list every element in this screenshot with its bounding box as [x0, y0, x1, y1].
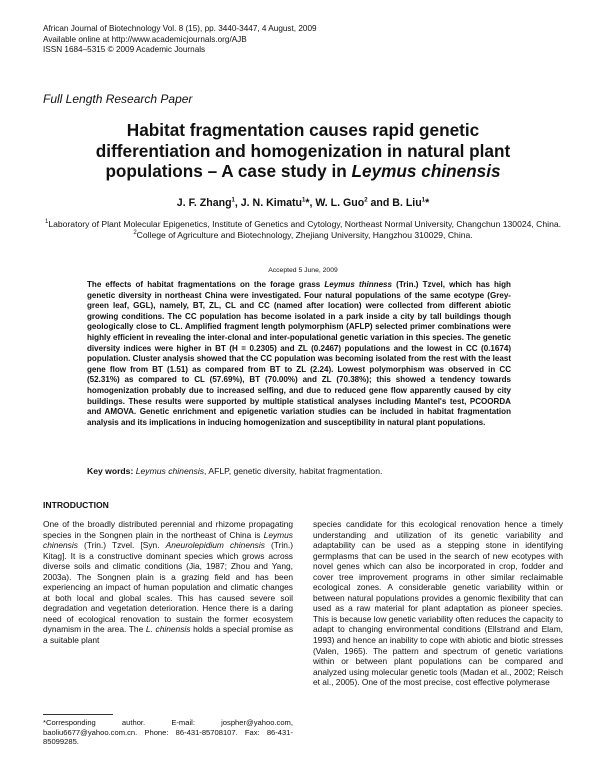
author-list — [43, 197, 563, 209]
affiliation-1-text: Laboratory of Plant Molecular Epigenetics, Institute of Genetics and Cytology, Northeast Normal University, Changchun 130024, China. — [48, 219, 562, 229]
abstract-text-1: The effects of habitat fragmentations on the forage grass — [87, 280, 325, 289]
intro-text-4: holds a special promise as a suitable plant — [43, 624, 294, 646]
author-3: W. L. Guo — [315, 197, 365, 209]
affiliation-2 — [43, 230, 563, 241]
journal-issn: ISSN 1684–5315 © 2009 Academic Journals — [43, 45, 206, 55]
intro-right-column — [313, 519, 563, 688]
abstract — [87, 280, 511, 428]
intro-text-1: One of the broadly distributed perennial and rhizome propagating species in the Songnen plain in the northeast of China is — [43, 519, 293, 540]
title-line-3-text: populations – A case study in — [105, 161, 352, 182]
paper-type: Full Length Research Paper — [43, 92, 193, 106]
author-separator: , — [234, 197, 241, 209]
author-2-mark: * — [305, 197, 310, 209]
corresponding-author-footnote: *Corresponding author. E-mail: jospher@yahoo.com, baoliu6677@yahoo.com.cn. Phone: 86-431-85708107. Fax: 86-431-85099285. — [43, 718, 293, 747]
abstract-species: Leymus thinness — [324, 280, 393, 289]
author-separator: and — [367, 197, 393, 209]
intro-paragraph-continued: species candidate for this ecological renovation hence a timely understanding and utilization of its genetic variability and adaptability can be used as a stepping stone in identifying germplasms that can be used in the search of new ecotypes with novel genes which can also be incorporated in crop, fodder and cover tree improvement programs in other similar reclaimable ecological zones. A considerable genetic variability within or between natural populations provides a genomic flexibility that can used as a raw material for plant adaptation as pioneer species. This is because low genetic variability often reduces the capacity to adapt to changing environmental conditions (Ellstrand and Elam, 1993) and hence an inability to cope with abiotic and biotic stresses (Valen, 1965). The pattern and spectrum of genetic variations within or between plant populations can be compared and analyzed using molecular genetic tools (Madan et al., 2002; Reisch et al., 2005). One of the most precise, cost effective polymerase — [313, 519, 564, 688]
keywords-label: Key words: — [87, 466, 134, 476]
intro-left-column — [43, 519, 293, 646]
intro-paragraph — [43, 519, 293, 646]
footnote-divider — [43, 714, 113, 715]
title-line-3 — [43, 161, 563, 182]
title-species: Leymus chinensis — [351, 161, 501, 182]
author-4-mark: * — [425, 197, 430, 209]
intro-species-3: L. chinensis — [145, 624, 191, 635]
affiliation-2-sup: 2 — [133, 229, 137, 236]
title-line-2: differentiation and homogenization in natural plant — [95, 140, 511, 161]
author-4: B. Liu — [392, 197, 422, 209]
journal-online-link[interactable]: Available online at http://www.academicjournals.org/AJB — [43, 34, 247, 44]
author-4-affil: 1 — [421, 197, 426, 204]
author-1-affil: 1 — [231, 197, 235, 204]
intro-text-2: (Trin.) Tzvel. [Syn. — [77, 540, 166, 551]
intro-species-2: Aneurolepidium chinensis — [165, 540, 265, 551]
author-2-affil: 1 — [302, 197, 306, 204]
keywords-species: Leymus chinensis — [133, 466, 205, 476]
journal-citation: African Journal of Biotechnology Vol. 8 (15), pp. 3440-3447, 4 August, 2009 — [43, 24, 317, 33]
affiliation-1-sup: 1 — [44, 219, 49, 226]
accepted-date: Accepted 5 June, 2009 — [268, 267, 338, 274]
affiliation-2-text: College of Agriculture and Biotechnology, Zhejiang University, Hangzhou 310029, China. — [136, 229, 473, 240]
intro-species-1: Leymus chinensis — [43, 529, 293, 551]
paper-title — [43, 120, 563, 182]
keywords — [87, 466, 511, 476]
keywords-rest: , AFLP, genetic diversity, habitat fragmentation. — [204, 466, 383, 476]
section-heading-introduction: INTRODUCTION — [43, 500, 109, 510]
affiliation-1 — [43, 219, 563, 230]
title-line-1: Habitat fragmentation causes rapid genetic — [126, 120, 480, 140]
affiliations — [43, 219, 563, 241]
author-separator: , — [309, 197, 316, 209]
author-3-affil: 2 — [364, 197, 368, 204]
author-2: J. N. Kimatu — [240, 197, 303, 209]
intro-text-3: (Trin.) Kitag]. It is a constructive dominant species which grows across diverse soils and climatic conditions (Jia, 1987; Zhou and Yang, 2003a). The Songnen plain is a grazing field and has been experiencing an impact of human population and climatic changes at both local and global scales. This has caused severe soil degradation and vegetation deterioration. Hence there is a daring need of ecological renovation to sustain the former ecosystem dynamism in the area. The — [43, 540, 294, 635]
journal-header — [43, 24, 317, 56]
author-1: J. F. Zhang — [176, 197, 232, 209]
abstract-text-2: (Trin.) Tzvel, which has high genetic diversity in northeast China were investigated. Four natural populations of the same ecotype (Grey-green leaf, GGL), namely, BT, ZL, CL and CC (named after location) were collected from different abiotic growing conditions. The CC population has become isolated in a park inside a city by tall buildings though geologically close to CL. Amplified fragment length polymorphism (AFLP) selected primer combinations were highly efficient in revealing the inter-clonal and inter-populational genetic variation in this species. The genetic diversity indices were higher in BT (H = 0.2305) and ZL (0.2467) populations and the lowest in CC (0.1674) population. Cluster analysis showed that the CC population was becoming isolated from the rest with the least gene flow from BT (1.51) as compared from BT to ZL (2.24). Lowest polymorphism was observed in CC (52.31%) as compared to CL (57.69%), BT (70.00%) and ZL (70.38%); this showed a tendency towards homogenization probably due to increased selfing, and due to reduced gene flow apparently caused by city buildings. These results were supported by multiple statistical analyses including Mantel's test, PCOORDA and AMOVA. Genetic enrichment and epigenetic variation studies can be included in habitat fragmentation analysis and its implications in inducing homogenization and susceptibility in natural plant populations. — [87, 280, 511, 427]
